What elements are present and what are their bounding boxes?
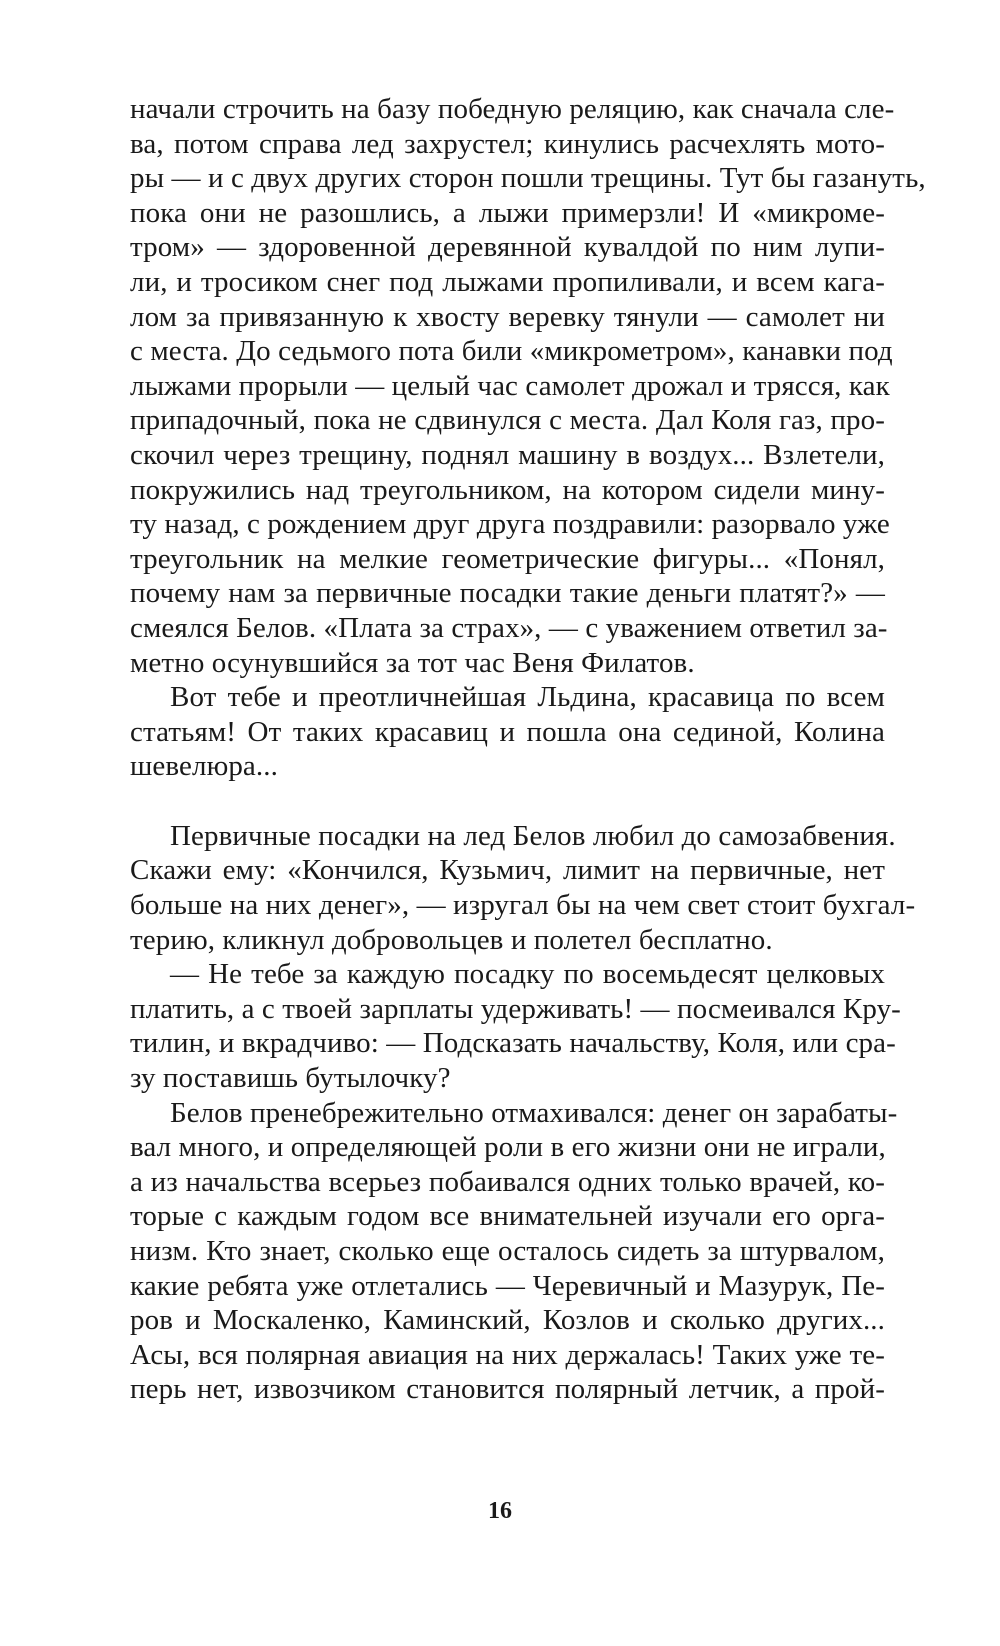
text-line: — Не тебе за каждую посадку по восемьдесят целковых bbox=[170, 958, 885, 991]
paragraph bbox=[130, 957, 901, 1095]
text-line: Белов пренебрежительно отмахивался: денег он зарабаты- bbox=[170, 1096, 898, 1129]
text-line: Вот тебе и преотличнейшая Льдина, красавица по всем bbox=[170, 681, 885, 714]
text-line: платить, а с твоей зарплаты удерживать! — посмеивался Кру- bbox=[130, 992, 901, 1025]
paragraph bbox=[130, 680, 885, 784]
text-line: тилин, и вкрадчиво: — Подсказать начальству, Коля, или сра- bbox=[130, 1027, 896, 1060]
text-line: пока они не разошлись, а лыжи примерзли! И «микроме- bbox=[130, 196, 885, 229]
text-line: ры — и с двух других сторон пошли трещины. Тут бы газануть, bbox=[130, 162, 926, 195]
text-line: Скажи ему: «Кончился, Кузьмич, лимит на первичные, нет bbox=[130, 854, 885, 887]
text-line: Асы, вся полярная авиация на них держалась! Таких уже те- bbox=[130, 1338, 885, 1371]
text-line: ва, потом справа лед захрустел; кинулись расчехлять мото- bbox=[130, 127, 885, 160]
page-body bbox=[130, 92, 926, 1407]
page-number: 16 bbox=[488, 1498, 512, 1524]
text-line: ров и Москаленко, Каминский, Козлов и сколько других... bbox=[130, 1304, 885, 1337]
section-break bbox=[130, 784, 885, 819]
text-line: какие ребята уже отлетались — Черевичный и Мазурук, Пе- bbox=[130, 1269, 885, 1302]
text-line: припадочный, пока не сдвинулся с места. Дал Коля газ, про- bbox=[130, 404, 885, 437]
text-line: лыжами прорыли — целый час самолет дрожал и трясся, как bbox=[130, 369, 890, 402]
text-line: ли, и тросиком снег под лыжами пропиливали, и всем кага- bbox=[130, 265, 885, 298]
text-line: больше на них денег», — изругал бы на чем свет стоит бухгал- bbox=[130, 889, 916, 922]
text-line: смеялся Белов. «Плата за страх», — с уважением ответил за- bbox=[130, 611, 888, 644]
text-line: вал много, и определяющей роли в его жизни они не играли, bbox=[130, 1131, 886, 1164]
text-line: треугольник на мелкие геометрические фигуры... «Понял, bbox=[130, 542, 885, 575]
text-line: низм. Кто знает, сколько еще осталось сидеть за штурвалом, bbox=[130, 1235, 885, 1267]
text-line: терию, кликнул добровольцев и полетел бесплатно. bbox=[130, 923, 773, 956]
text-line: а из начальства всерьез побаивался одних только врачей, ко- bbox=[130, 1165, 885, 1198]
text-line: скочил через трещину, поднял машину в воздух... Взлетели, bbox=[130, 438, 885, 471]
text-line: перь нет, извозчиком становится полярный летчик, а прой- bbox=[130, 1373, 885, 1406]
text-line: лом за привязанную к хвосту веревку тянули — самолет ни bbox=[130, 300, 885, 333]
text-line: покружились над треугольником, на котором сидели мину- bbox=[130, 473, 885, 506]
text-line: тром» — здоровенной деревянной кувалдой по ним лупи- bbox=[130, 231, 885, 264]
text-line: начали строчить на базу победную реляцию, как сначала сле- bbox=[130, 93, 895, 125]
paragraph bbox=[130, 92, 926, 680]
text-line: шевелюра... bbox=[130, 750, 278, 783]
paragraph bbox=[130, 1096, 898, 1407]
text-line: торые с каждым годом все внимательней изучали его орга- bbox=[130, 1200, 885, 1233]
text-line: ту назад, с рождением друг друга поздравили: разорвало уже bbox=[130, 508, 890, 541]
text-line: метно осунувшийся за тот час Веня Филатов. bbox=[130, 646, 695, 679]
text-line: почему нам за первичные посадки такие деньги платят?» — bbox=[130, 577, 885, 610]
text-line: статьям! От таких красавиц и пошла она сединой, Колина bbox=[130, 715, 885, 748]
text-line: зу поставишь бутылочку? bbox=[130, 1062, 451, 1095]
text-line: Первичные посадки на лед Белов любил до самозабвения. bbox=[170, 819, 896, 852]
paragraph bbox=[130, 819, 916, 957]
text-line: с места. До седьмого пота били «микрометром», канавки под bbox=[130, 335, 893, 368]
